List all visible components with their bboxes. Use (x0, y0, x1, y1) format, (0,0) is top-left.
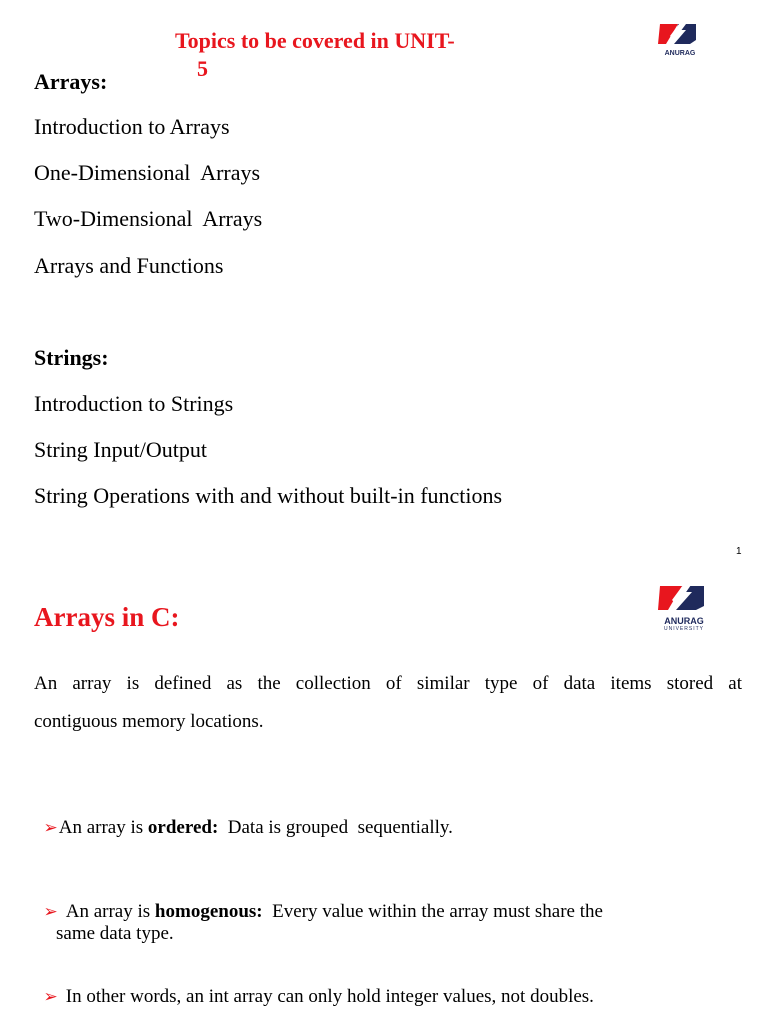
arrays-topic-4: Arrays and Functions (34, 253, 224, 278)
bullet-int-array-text: In other words, an int array can only hold integer values, not doubles. (65, 986, 594, 1007)
intro-paragraph-line1: An array is defined as the collection of similar type of data items stored at (34, 673, 742, 694)
bullet-homogenous (34, 879, 603, 923)
bullet-homogenous-line2: same data type. (56, 923, 174, 944)
bullet-ordered-rest: Data is grouped sequentially. (218, 817, 453, 838)
bullet-ordered-term: ordered: (147, 817, 219, 838)
slide1-title (175, 27, 515, 83)
anurag-university-logo-text: ANURAG (664, 616, 704, 626)
arrow-bullet-icon: ➢ (43, 818, 58, 837)
anurag-logo (656, 18, 704, 57)
arrays-topic-2: One-Dimensional Arrays (34, 160, 261, 185)
strings-topic-2: String Input/Output (34, 437, 207, 462)
bullet-homogenous-term: homogenous: (154, 901, 263, 922)
strings-topic-3: String Operations with and without built-in functions (34, 483, 503, 508)
bullet-int-array (34, 964, 594, 1008)
arrays-heading: Arrays: (34, 69, 108, 94)
arrays-topic-1: Introduction to Arrays (34, 114, 230, 139)
bullet-ordered (34, 795, 453, 839)
arrow-bullet-icon: ➢ (43, 902, 58, 921)
anurag-logo-text: ANURAG (664, 50, 696, 57)
arrays-topic-3: Two-Dimensional Arrays (34, 206, 263, 231)
bullet-homogenous-prefix: An array is (65, 901, 155, 922)
page-number: 1 (736, 546, 742, 557)
arrow-bullet-icon: ➢ (43, 987, 58, 1006)
anurag-university-logo (656, 578, 712, 632)
bullet-ordered-prefix: An array is (58, 817, 148, 838)
slide1-title-line2: 5 (197, 56, 208, 81)
anurag-university-logo-subtext: UNIVERSITY (663, 626, 704, 632)
intro-paragraph-line2: contiguous memory locations. (34, 711, 264, 732)
bullet-homogenous-rest: Every value within the array must share the (262, 901, 603, 922)
slide1-title-line1: Topics to be covered in UNIT- (175, 28, 455, 53)
strings-topic-1: Introduction to Strings (34, 391, 234, 416)
strings-heading: Strings: (34, 345, 109, 370)
slide2-title: Arrays in C: (34, 602, 180, 632)
